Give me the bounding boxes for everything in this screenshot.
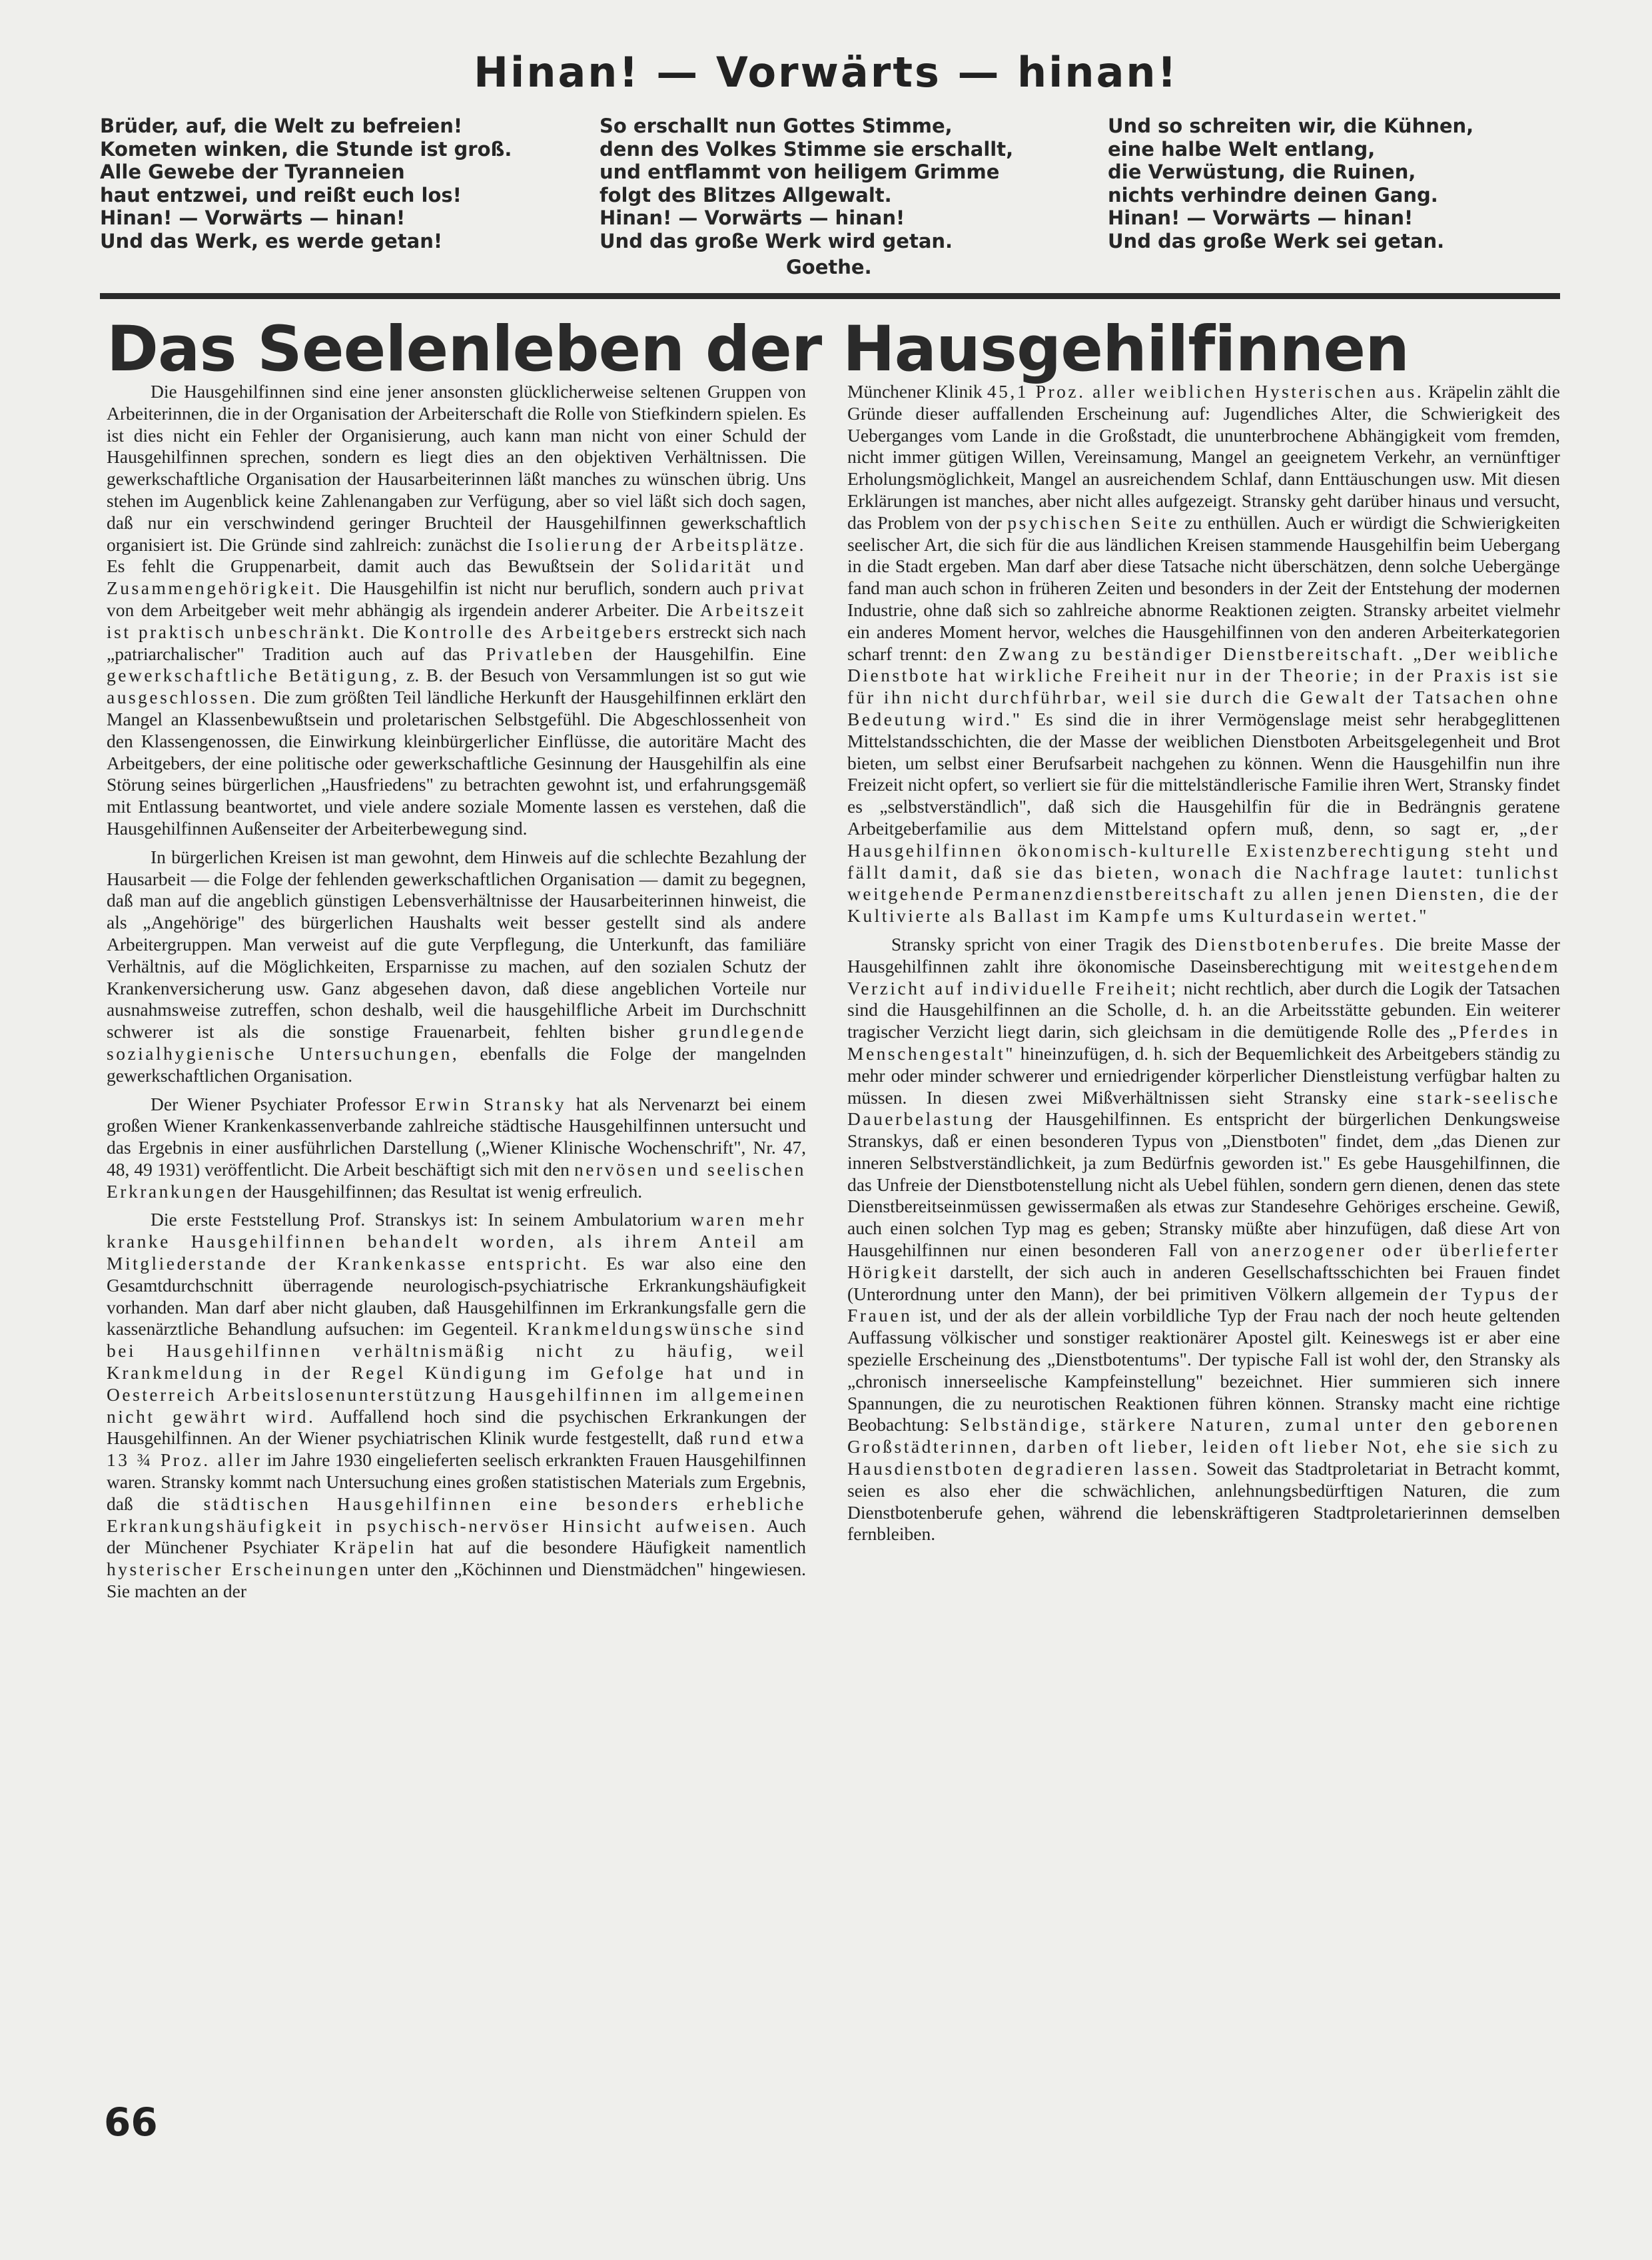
header-divider — [100, 293, 1560, 299]
text: Kräpelin zählt die Gründe dieser auffallenden Erscheinung auf: Jugendliches Alter, die Schwierigkeit des Ueberganges vom Lande in die Großstadt, die ununterbrochene Abhängigkeit vom fremden, nicht immer gütigen Willen, Vereinsamung, Mangel an geeignetem Verkehr, an vernünftiger Erholungsmöglichkeit, Mangel an ausreichendem Schlaf, dann Enttäuschungen usw. Mit diesen Erklärungen ist manches, aber nicht alles aufgezeigt. Stransky geht darüber hinaus und versucht, das Problem von der — [847, 381, 1560, 533]
text: der Hausgehilfinnen. Es entspricht der bürgerlichen Denkungsweise Stranskys, daß er einen besonderen Typus von „Dienstboten" findet, dem „das Dienen zur inneren Selbstverständlichkeit, ja zum Bedürfnis geworden ist." Es gebe Hausgehilfinnen, die das Unfreie der Dienstbotenstellung nicht als Uebel fühlen, sondern gern dienen, denen das stete Dienstbereitseinmüssen gewissermaßen als etwas zur Standesehre Gehöriges erscheine. Gewiß, auch einen solchen Typ mag es geben; Stransky müßte aber hinzufügen, daß diese Art von Hausgehilfinnen nur einen besonderen Fall von — [847, 1108, 1561, 1261]
emphasis: grundlegende sozialhygienische Untersuchungen, — [107, 1021, 807, 1064]
text: Auch der Münchener Psychiater — [107, 1515, 806, 1558]
emphasis: gewerkschaftliche Betätigung, — [107, 665, 400, 686]
emphasis: rund etwa 13 ¾ Proz. aller — [107, 1427, 806, 1471]
text: nicht rechtlich, aber durch die Logik der Tatsachen sind die Hausgehilfinnen an die Scholle, d. h. an die Arbeitsstätte gebunden. Ein weiterer tragischer Verzicht liegt darin, sich gleichsam in die demütigende Rolle des — [847, 977, 1561, 1042]
paragraph — [107, 847, 806, 1087]
emphasis: hysterischer Erscheinungen — [107, 1559, 371, 1580]
text: darstellt, der sich auch in anderen Gesellschaftsschichten bei Frauen findet (Unterordnung unter den Mann), der bei primitiven Völkern allgemein — [847, 1261, 1560, 1304]
text: zu enthüllen. Auch er würdigt die Schwierigkeiten seelischer Art, die sich für die aus ländlichen Kreisen stammende Hausgehilfin beim Uebergang in die Stadt ergeben. Man darf aber diese Tatsache nicht überschätzen, denn solche Uebergänge fand man auch schon in früheren Zeiten und besonders in der Zeit der Entstehung der modernen Industrie, ohne daß sich so zahlreiche abnorme Reaktionen zeigten. Stransky arbeitet vielmehr ein anderes Moment hervor, welches die Hausgehilfinnen von den anderen Arbeiterkategorien scharf trennt: — [847, 512, 1561, 664]
text: Es fehlt die Gruppenarbeit, damit auch das Bewußtsein der — [107, 556, 634, 577]
poem-title: Hinan! — Vorwärts — hinan! — [474, 48, 1178, 97]
text: Die Hausgehilfin ist nicht nur beruflich, sondern auch — [329, 577, 743, 599]
emphasis: städtischen Hausgehilfinnen eine besonders erhebliche Erkrankungshäufigkeit in psychisch-nervöser Hinsicht aufweisen. — [107, 1493, 806, 1536]
paragraph — [107, 381, 806, 840]
paragraph — [847, 381, 1560, 927]
emphasis: Selbständige, stärkere Naturen, zumal unter den geborenen Großstädterinnen, darben oft lieber, leiden oft lieber Not, ehe sie sich zu Hausdienstboten degradieren lassen. — [847, 1414, 1561, 1479]
text: Soweit das Stadtproletariat in Betracht kommt, seien es also eher die schwächlichen, anlehnungsbedürftigen Naturen, die zum Dienstbotenberufe gehen, während die lebenskräftigeren Stadtproletarierinnen demselben fernbleiben. — [847, 1458, 1560, 1545]
article-column-left — [107, 381, 806, 1609]
text: z. B. der Besuch von Versammlungen ist so gut wie — [406, 665, 806, 686]
emphasis: Kontrolle des Arbeitgebers — [404, 621, 663, 642]
page-number: 66 — [104, 2099, 158, 2145]
poem-author: Goethe. — [786, 256, 872, 278]
text: Die zum größten Teil ländliche Herkunft der Hausgehilfinnen erklärt den Mangel an Klassenbewußtsein und proletarischen Selbstgefühl. Die Abgeschlossenheit von den Klassengenossen, die Einwirkung kleinbürgerlicher Einflüsse, die autoritäre Macht des Arbeitgebers, der eine politische oder gewerkschaftliche Gesinnung der Hausgehilfin als eine Störung seines bürgerlichen „Hausfriedens" zu betrachten gewohnt ist, und erfahrungsgemäß mit Entlassung beantwortet, und viele andere soziale Momente lassen es verstehen, daß die Hausgehilfinnen Außenseiter der Arbeiterbewegung sind. — [107, 687, 807, 839]
emphasis: Dienstbotenberufes. — [1194, 933, 1386, 954]
text: hineinzufügen, d. h. sich der Bequemlichkeit des Arbeitgebers ständig zu mehr oder minder schwerer und erniedrigender körperlicher Dienstleistung verfügbar halten zu müssen. In diesen zwei Mißverhältnissen sieht Stransky eine — [847, 1042, 1561, 1108]
text: In bürgerlichen Kreisen ist man gewohnt, dem Hinweis auf die schlechte Bezahlung der Hausarbeit — die Folge der fehlenden gewerkschaftlichen Organisation — damit zu begegnen, daß man auf die angeblich günstigen Lebensverhältnisse der Hausarbeiterinnen hinweist, die als „Angehörige" des bürgerlichen Haushalts weit besser gestellt sind als andere Arbeitergruppen. Man verweist auf die gute Verpflegung, die Unterkunft, das familiäre Verhältnis, auf die Möglichkeiten, Ersparnisse zu machen, auf den sozialen Schutz der Krankenversicherung usw. Ganz abgesehen davon, daß diese angeblichen Vorteile nur ausnahmsweise zutreffen, schon deshalb, weil die hausgehilfliche Arbeit im Durchschnitt schwerer ist als die sonstige Frauenarbeit, fehlten bisher — [107, 846, 806, 1042]
paragraph — [847, 934, 1560, 1545]
text: Stransky spricht von einer Tragik des — [891, 933, 1186, 954]
text: Es war also eine den Gesamtdurchschnitt überragende neurologisch-psychiatrische Erkrankungshäufigkeit vorhanden. Man darf aber nicht glauben, daß Hausgehilfinnen im Erkrankungsfalle gern die kassenärztliche Behandlung aufsuchen: im Gegenteil. — [107, 1253, 807, 1339]
text: ist, und der als der allein vorbildliche Typ der Frau nach der noch heute geltenden Auffassung völkischer und sonstiger reaktionärer Apostel gilt. Keineswegs ist er aber eine spezielle Erscheinung des „Dienstbotentums". Der typische Fall ist wohl der, den Stransky als „chronisch innerseelische Kampfeinstellung" bezeichnet. Hier summieren sich innere Spannungen, die zu neurotischen Reaktionen führen können. Stransky macht eine richtige Beobachtung: — [847, 1305, 1560, 1435]
emphasis: Arbeitszeit ist praktisch unbeschränkt. — [107, 599, 806, 642]
emphasis: privat — [749, 577, 806, 599]
emphasis: Krankmeldungswünsche sind bei Hausgehilfinnen verhältnismäßig nicht zu häufig, weil Krankmeldung in der Regel Kündigung im Gefolge hat und in Oesterreich Arbeitslosenunterstützung Hausgehilfinnen im allgemeinen nicht gewährt wird. — [107, 1318, 806, 1427]
quote: „der Hausgehilfinnen ökonomisch-kulturelle Existenzberechtigung steht und fällt damit, daß sie das bieten, wonach die Nachfrage lautet: tunlichst weitgehende Permanenzdienstbereitschaft zu allen jenen Diensten, die der Kultivierte als Ballast im Kampfe ums Kulturdasein wertet." — [847, 817, 1561, 927]
text: hat auf die besondere Häufigkeit namentlich — [430, 1537, 807, 1558]
emphasis: anerzogener oder überlieferter Hörigkeit — [847, 1240, 1561, 1282]
emphasis: Isolierung der Arbeitsplätze. — [527, 534, 806, 555]
emphasis: waren mehr kranke Hausgehilfinnen behandelt worden, als ihrem Anteil am Mitgliederstande der Krankenkasse entspricht. — [107, 1209, 807, 1274]
article-title: Das Seelenleben der Hausgehilfinnen — [107, 313, 1410, 386]
emphasis: den Zwang zu beständiger Dienstbereitschaft. — [955, 643, 1406, 664]
emphasis: Erwin Stransky — [415, 1093, 567, 1114]
text: hat als Nervenarzt bei einem großen Wiener Krankenkassenverbande zahlreiche städtische Hausgehilfinnen untersucht und das Ergebnis in einer ausführlichen Darstellung („Wiener Klinische Wochenschrift", Nr. 47, 48, 49 1931) veröffentlicht. Die Arbeit beschäftigt sich mit den — [107, 1093, 806, 1180]
text: im Jahre 1930 eingelieferten seelisch erkrankten Frauen Hausgehilfinnen waren. Stransky kommt nach Untersuchung eines großen statistischen Materials zum Ergebnis, daß die — [107, 1449, 806, 1514]
emphasis: stark-seelische Dauerbelastung — [847, 1086, 1560, 1130]
emphasis: „Pferdes in Menschengestalt" — [847, 1021, 1561, 1064]
article-column-right — [847, 381, 1560, 1552]
text: ebenfalls die Folge der mangelnden gewerkschaftlichen Organisation. — [107, 1042, 806, 1086]
poem-stanza-1: Brüder, auf, die Welt zu befreien! Kometen winken, die Stunde ist groß. Alle Gewebe der Tyranneien haut entzwei, und reißt euch los! Hinan! — Vorwärts — hinan! Und das Werk, es werde getan! — [100, 115, 512, 252]
text: Der Wiener Psychiater Professor — [151, 1093, 406, 1114]
text: Es sind die in ihrer Vermögenslage meist sehr herabgeglittenen Mittelstandsschichten, die der Masse der weiblichen Dienstboten Arbeitsgelegenheit und Brot bieten, um selbst einer Berufsarbeit nachgehen zu können. Wenn die Hausgehilfin nun ihre Freizeit nicht opfert, so verliert sie für die mittelständlerische Familie ihren Wert, Stransky findet es „selbstverständlich", daß sich die Hausgehilfin für die in Bedrängnis geratene Arbeitgeberfamilie aus dem Mittelstand opfern muß, denn, so sagt er, — [847, 708, 1560, 839]
emphasis: 45,1 Proz. aller weiblichen Hysterischen aus. — [987, 381, 1424, 402]
emphasis: psychischen Seite — [1007, 512, 1179, 533]
text: von dem Arbeitgeber weit mehr abhängig als irgendein anderer Arbeiter. Die — [107, 599, 693, 620]
paragraph — [107, 1209, 806, 1602]
quote: „Der weibliche Dienstbote hat wirkliche Freiheit nur in der Theorie; in der Praxis ist sie für ihn nicht durchführbar, weil sie durch die Gewalt der Tatsachen ohne Bedeutung wird." — [847, 643, 1561, 729]
poem-stanza-3: Und so schreiten wir, die Kühnen, eine halbe Welt entlang, die Verwüstung, die Ruinen, nichts verhindre deinen Gang. Hinan! — Vorwärts — hinan! Und das große Werk sei getan. — [1108, 115, 1474, 252]
text: Die breite Masse der Hausgehilfinnen zahlt ihre ökonomische Daseinsberechtigung mit — [847, 933, 1561, 976]
text: erstreckt sich nach „patriarchalischer" Tradition auch auf das — [107, 621, 807, 664]
emphasis: nervösen und seelischen Erkrankungen — [107, 1158, 807, 1202]
text: Die — [372, 621, 399, 642]
text: der Hausgehilfinnen; das Resultat ist wenig erfreulich. — [242, 1180, 643, 1202]
text: Münchener Klinik — [847, 381, 983, 402]
text: Auffallend hoch sind die psychischen Erkrankungen der Hausgehilfinnen. An der Wiener psychiatrischen Klinik wurde festgestellt, daß — [107, 1405, 806, 1449]
text: der Hausgehilfin. Eine — [613, 643, 807, 664]
poem-stanza-2: So erschallt nun Gottes Stimme, denn des Volkes Stimme sie erschallt, und entflammt von heiligem Grimme folgt des Blitzes Allgewalt. Hinan! — Vorwärts — hinan! Und das große Werk wird getan. — [600, 115, 1014, 252]
text: Die erste Feststellung Prof. Stranskys ist: In seinem Ambulatorium — [151, 1209, 681, 1230]
emphasis: weitestgehendem Verzicht auf individuelle Freiheit; — [847, 955, 1560, 998]
text: Die Hausgehilfinnen sind eine jener ansonsten glücklicherweise seltenen Gruppen von Arbeiterinnen, die in der Organisation der Arbeiterschaft die Rolle von Stiefkindern spielen. Es ist dies nicht ein Fehler der Organisierung, auch kann man nicht von einer Schuld der Hausgehilfinnen sprechen, sondern es liegt dies an den objektiven Verhältnissen. Die gewerkschaftliche Organisation der Hausarbeiterinnen läßt manches zu wünschen übrig. Uns stehen im Augenblick keine Zahlenangaben zur Verfügung, aber so viel läßt sich doch sagen, daß nur ein verschwindend geringer Bruchteil der Hausgehilfinnen gewerkschaftlich organisiert ist. Die Gründe sind zahlreich: zunächst die — [107, 381, 806, 555]
emphasis: Privatleben — [486, 643, 595, 664]
emphasis: Kräpelin — [333, 1537, 416, 1558]
paragraph — [107, 1094, 806, 1203]
text: unter den „Köchinnen und Dienstmädchen" hingewiesen. Sie machten an der — [107, 1559, 807, 1602]
emphasis: Solidarität und Zusammengehörigkeit. — [107, 556, 806, 599]
emphasis: ausgeschlossen. — [107, 687, 258, 708]
emphasis: der Typus der Frauen — [847, 1283, 1561, 1326]
